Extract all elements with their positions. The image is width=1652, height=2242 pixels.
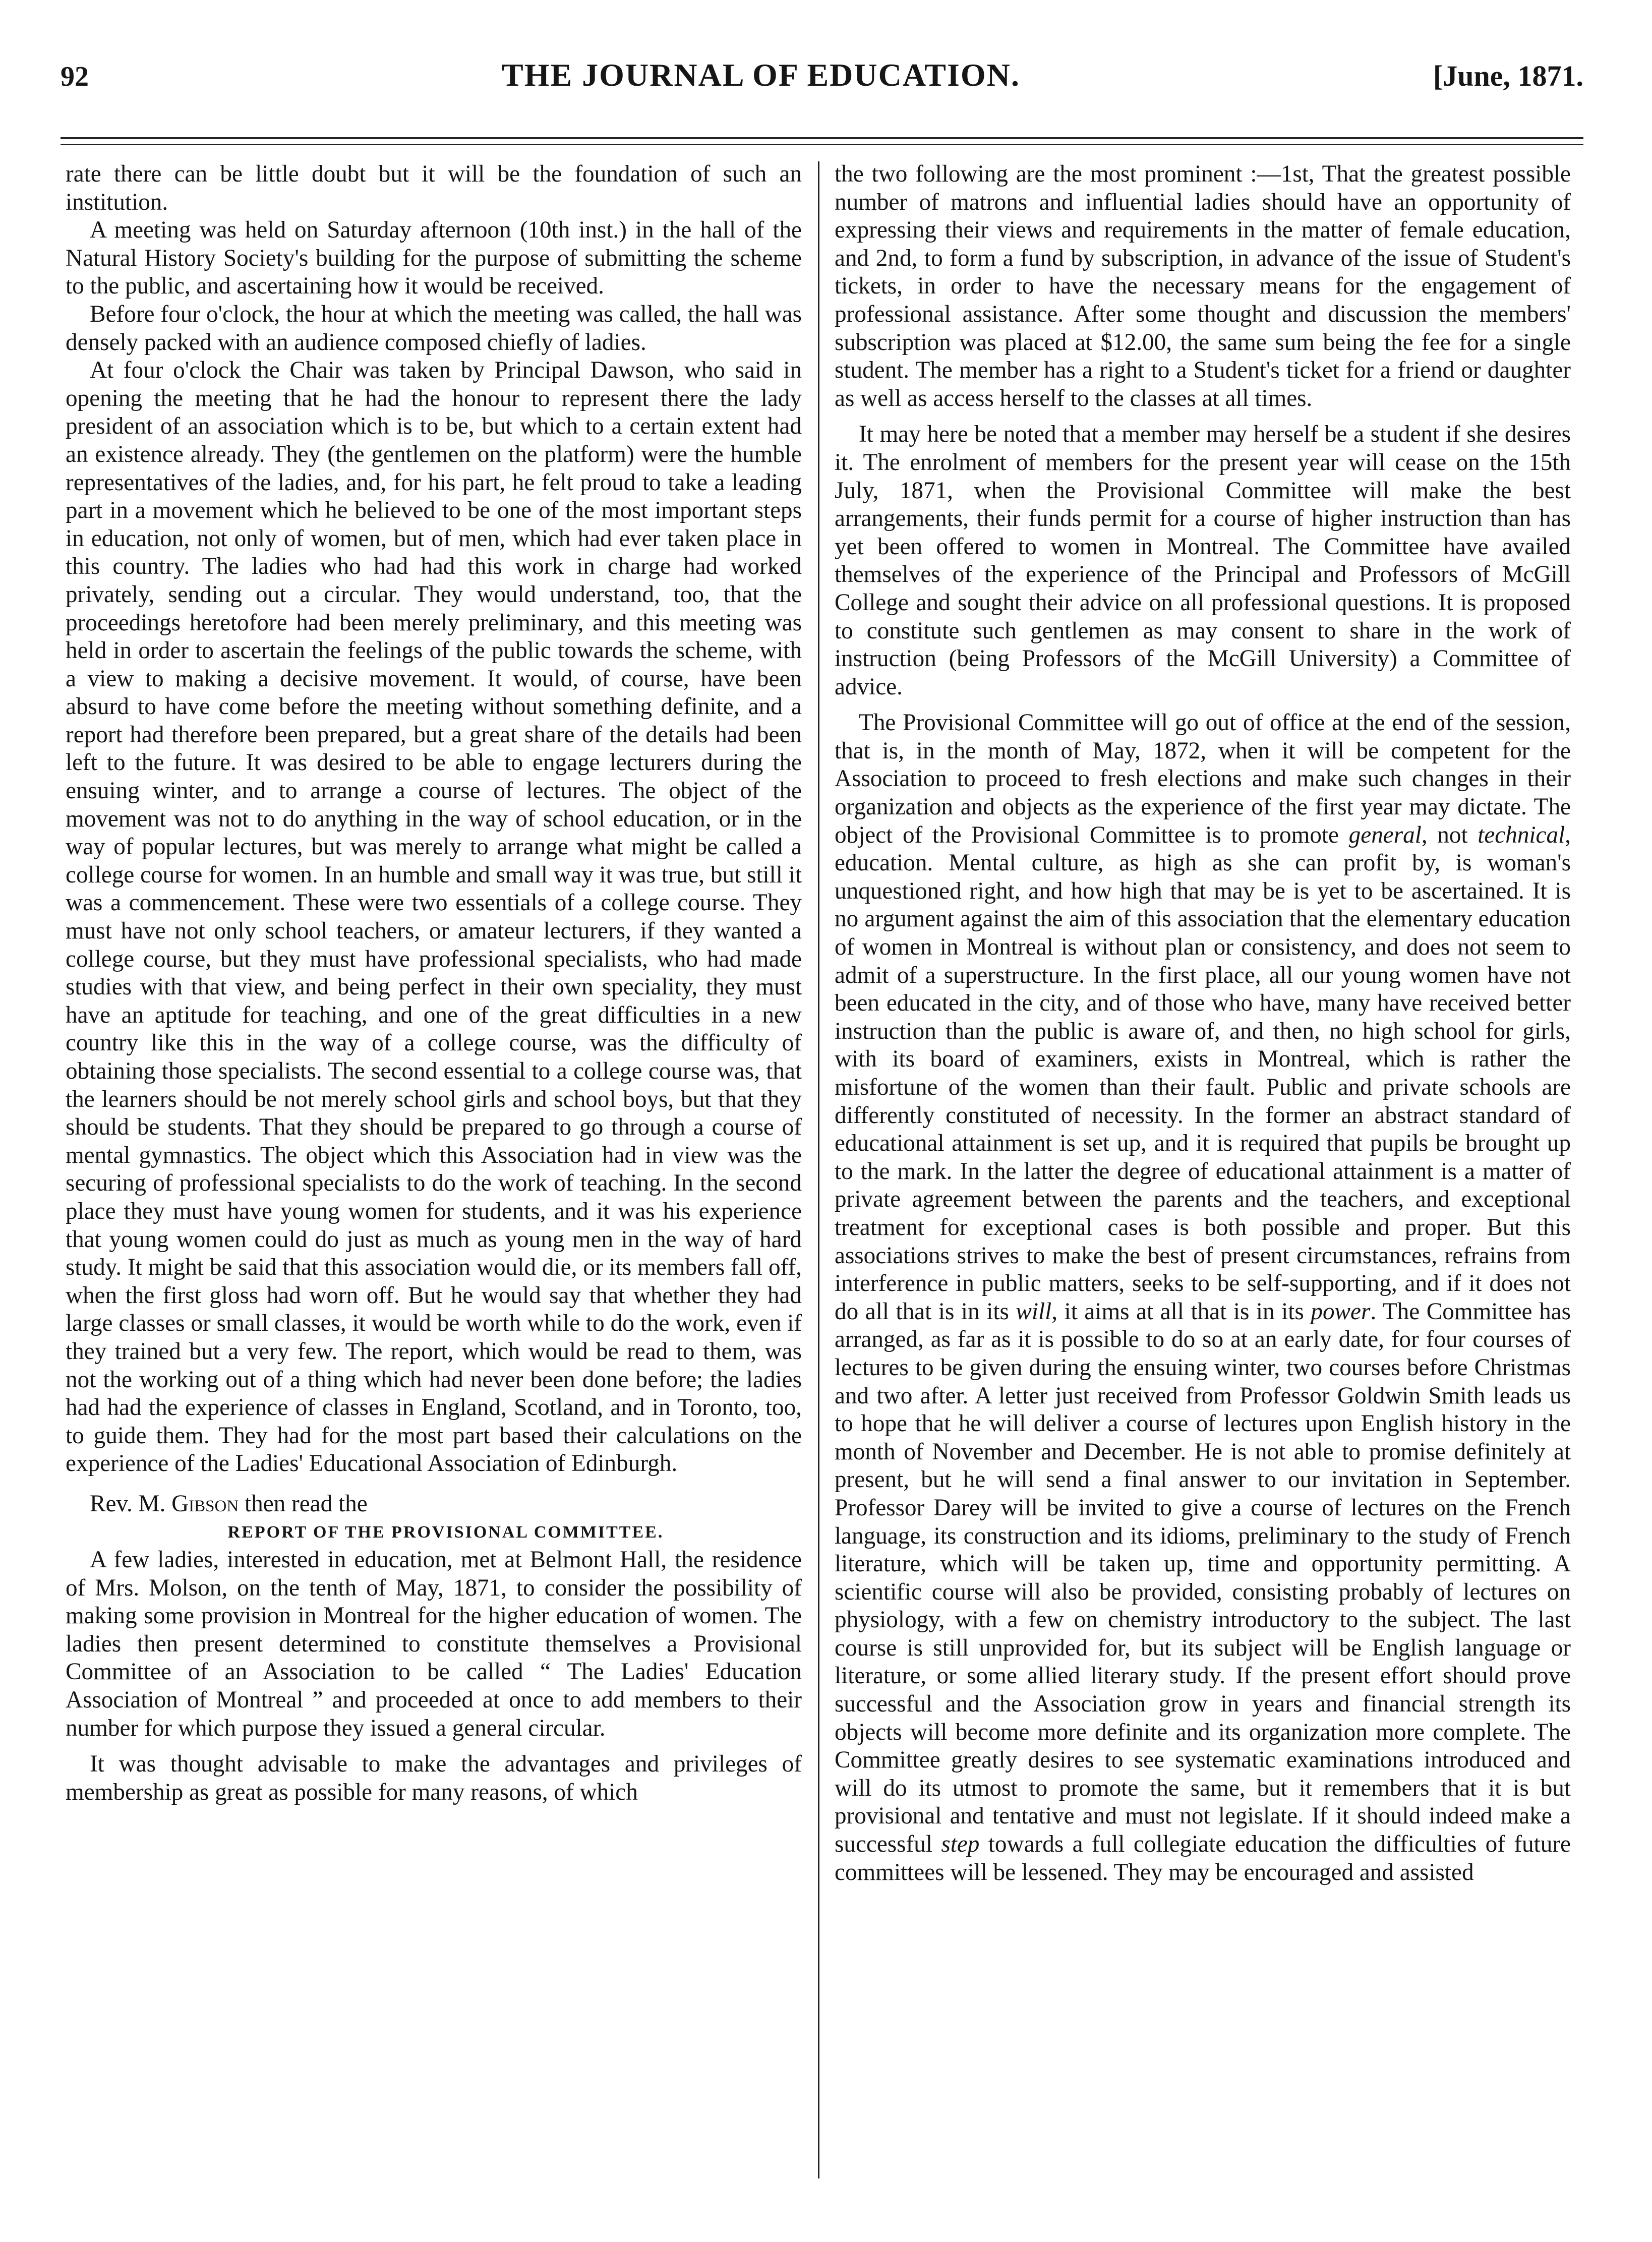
text-run: , education. Mental culture, as high as she can profit by, is woman's unquestioned right, and how high that may be is yet to be ascertained. It is no argument against the aim of this association that the elementary education of women in Montreal is without plan or consistency, and does not seem to admit of a superstructure. In the first place, all our young women have not been educated in the city, and of those who have, many have received better instruction than the public is aware of, and then, no high school for girls, with its board of examiners, exists in Montreal, which is rather the misfortune of the women than their fault. Public and private schools are differently constituted of necessity. In the former an abstract standard of educational attainment is set up, and it is required that pupils be brought up to the mark. In the latter the degree of educational attainment is a matter of private agreement between the parents and the teachers, and exceptional treatment for exceptional cases is both possible and proper. But this associations strives to make the best of present circumstances, refrains from interference in public matters, seeks to be self-supporting, and if it does not do all that is in its xyxy=(835,821,1571,1325)
paragraph: At four o'clock the Chair was taken by Principal Dawson, who said in opening the meeting that he had the honour to represent there the lady president of an association which is to be, but which to a certain extent had an existence already. They (the gentlemen on the platform) were the humble representatives of the ladies, and, for his part, he felt proud to take a leading part in a movement which he believed to be one of the most important steps in education, not only of women, but of men, which had ever taken place in this country. The ladies who had had this work in charge had worked privately, sending out a circular. They would understand, too, that the proceedings heretofore had been merely preliminary, and this meeting was held in order to ascertain the feelings of the public towards the scheme, with a view to making a decisive movement. It would, of course, have been absurd to have come before the meeting without something definite, and a report had therefore been prepared, but a great share of the details had been left to the future. It was desired to be able to engage lecturers during the ensuing winter, and to arrange a course of lectures. The object of the movement was not to do anything in the way of school education, or in the way of popular lectures, but was merely to arrange what might be called a college course for women. In an humble and small way it was true, but still it was a commencement. These were two essentials of a college course. They must have not only school teachers, or amateur lecturers, if they wanted a college course, but they must have professional specialists, who had made studies with that view, and being perfect in their own speciality, they must have an aptitude for teaching, and one of the great difficulties in a new country like this in the way of a college course, was the difficulty of obtaining those specialists. The second essential to a college course was, that the learners should be not merely school girls and school boys, but that they should be students. That they should be prepared to go through a course of mental gymnastics. The object which this Association had in view was the securing of professional specialists to do the work of teaching. In the second place they must have young women for students, and it was his experience that young women could do just as much as young men in the way of hard study. It might be said that this association would die, or its members fall off, when the first gloss had worn off. But he would say that whether they had large classes or small classes, it would be worth while to do the work, even if they trained but a very few. The report, which would be read to them, was not the working out of a thing which had never been done before; the ladies had had the experience of classes in England, Scotland, and in Toronto, too, to guide them. They had for the most part based their calculations on the experience of the Ladies' Educational Association of Edinburgh. xyxy=(66,357,802,1477)
report-intro-line xyxy=(66,1490,802,1518)
emphasis-technical: technical xyxy=(1478,821,1565,848)
header-rule xyxy=(61,137,1583,139)
speaker-name: Gibson xyxy=(171,1490,239,1517)
text-run: The Provisional Committee will go out of office at the end of the session, that is, in the month of May, 1872, when it will be competent for the Association to proceed to fresh elections and make such changes in their organization and objects as the experience of the first year may dictate. The object of the Provisional Committee is to promote xyxy=(835,710,1571,848)
right-column xyxy=(835,160,1571,2218)
emphasis-step: step xyxy=(941,1831,980,1858)
paragraph: A meeting was held on Saturday afternoon (10th inst.) in the hall of the Natural History Society's building for the purpose of submitting the scheme to the public, and ascertaining how it would be received. xyxy=(66,217,802,300)
intro-suffix: then read the xyxy=(239,1490,368,1517)
paragraph: A few ladies, interested in education, met at Belmont Hall, the residence of Mrs. Molson, on the tenth of May, 1871, to consider the possibility of making some provision in Montreal for the higher education of women. The ladies then present determined to constitute themselves a Provisional Committee of an Association to be called “ The Ladies' Education Association of Montreal ” and proceeded at once to add members to their number for which purpose they issued a general circular. xyxy=(66,1547,802,1741)
page-header xyxy=(61,56,1583,112)
paragraph: It was thought advisable to make the advantages and privileges of membership as great as possible for many reasons, of which xyxy=(66,1751,802,1805)
paragraph: It may here be noted that a member may herself be a student if she desires it. The enrolment of members for the present year will cease on the 15th July, 1871, when the Provisional Committee will make the best arrangements, their funds permit for a course of higher instruction than has yet been offered to women in Montreal. The Committee have availed themselves of the experience of the Principal and Professors of McGill College and sought their advice on all professional questions. It is proposed to constitute such gentlemen as may consent to share in the work of instruction (being Professors of the McGill University) a Committee of advice. xyxy=(835,421,1571,700)
section-heading: REPORT OF THE PROVISIONAL COMMITTEE. xyxy=(227,1522,664,1542)
text-run: towards a full collegiate education the difficulties of future committees will be lessened. They may be encouraged and assisted xyxy=(835,1831,1571,1885)
issue-date: [June, 1871. xyxy=(1433,60,1583,92)
column-divider xyxy=(818,161,819,2178)
emphasis-will: will xyxy=(1016,1298,1052,1325)
header-rule-thin xyxy=(61,144,1583,145)
text-run: , it aims at all that is in its xyxy=(1051,1298,1311,1325)
text-run: , not xyxy=(1421,821,1478,848)
paragraph xyxy=(835,709,1571,1886)
paragraph: rate there can be little doubt but it will be the foundation of such an institution. xyxy=(66,161,802,215)
emphasis-general: general xyxy=(1348,821,1422,848)
left-column xyxy=(66,160,802,2218)
journal-title: THE JOURNAL OF EDUCATION. xyxy=(502,57,1020,93)
paragraph: Before four o'clock, the hour at which the meeting was called, the hall was densely packed with an audience composed chiefly of ladies. xyxy=(66,301,802,356)
text-run: . The Committee has arranged, as far as it is possible to do so at an early date, for four courses of lectures to be given during the ensuing winter, two courses before Christmas and two after. A letter just received from Professor Goldwin Smith leads us to hope that he will deliver a course of lectures upon English history in the month of November and December. He is not able to promise definitely at present, but he will send a final answer to our invitation in September. Professor Darey will be invited to give a course of lectures on the French language, its construction and its idioms, preliminary to the study of French literature, which will be taken up, time and opportunity permitting. A scientific course will also be provided, consisting probably of lectures on physiology, with a few on chemistry introductory to the subject. The last course is still unprovided for, but its subject will be English language or literature, or some allied literary study. If the present effort should prove successful and the Association grow in years and financial strength its objects will become more definite and its organization more complete. The Committee greatly desires to see systematic examinations introduced and will do its utmost to promote the same, but it remembers that it is but provisional and tentative and must not legislate. If it should indeed make a successful xyxy=(835,1298,1571,1858)
emphasis-power: power xyxy=(1311,1298,1371,1325)
paragraph: the two following are the most prominent :—1st, That the greatest possible number of matrons and influential ladies should have an opportunity of expressing their views and requirements in the matter of female education, and 2nd, to form a fund by subscription, in advance of the issue of Student's tickets, in order to have the necessary means for the engagement of professional assistance. After some thought and discussion the members' subscription was placed at $12.00, the same sum being the fee for a single student. The member has a right to a Student's ticket for a friend or daughter as well as access herself to the classes at all times. xyxy=(835,161,1571,411)
page-number: 92 xyxy=(61,61,89,92)
intro-prefix: Rev. M. xyxy=(90,1490,172,1517)
